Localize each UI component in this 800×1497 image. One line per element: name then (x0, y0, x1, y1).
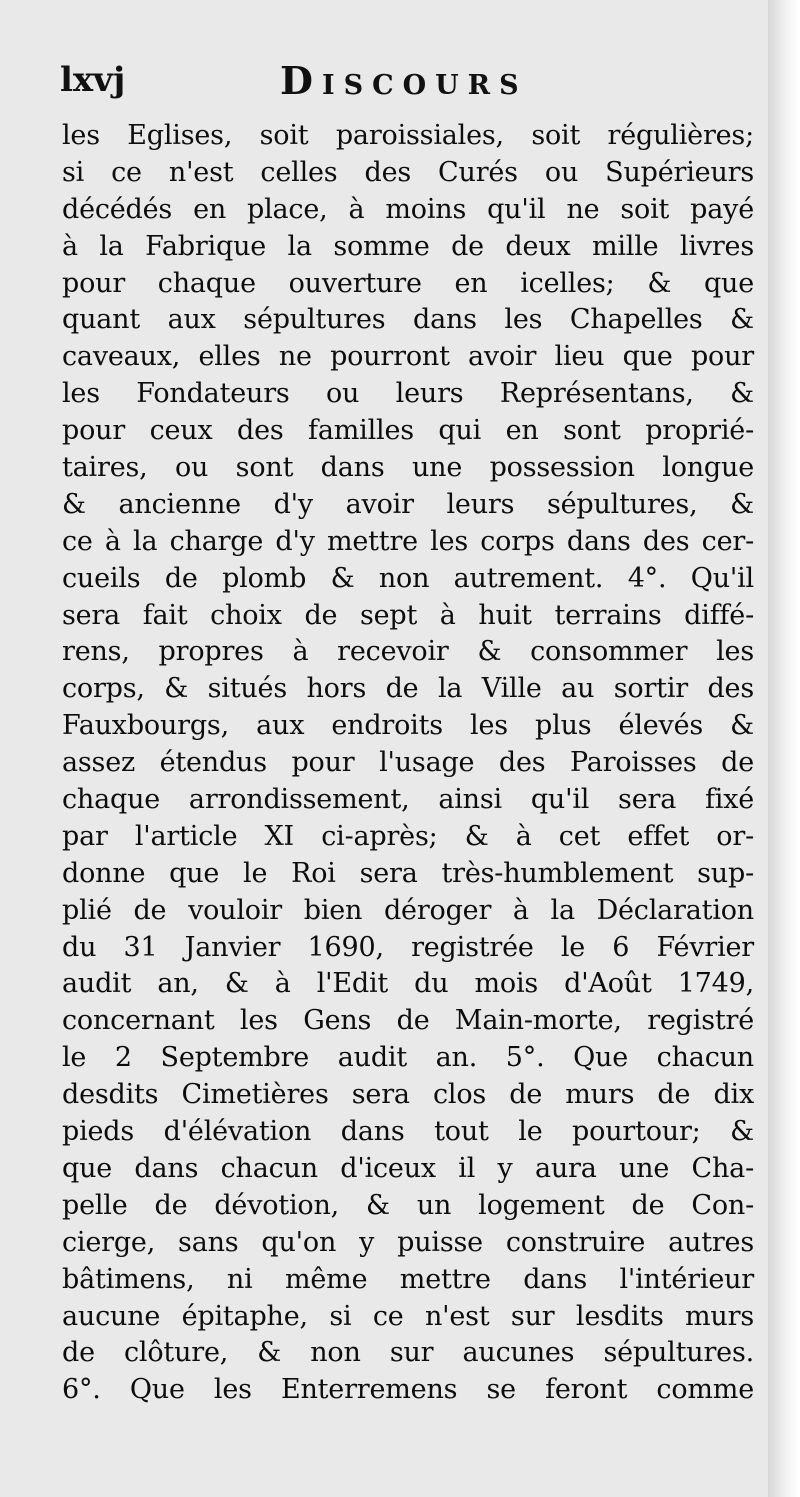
text-line: pour ceux des familles qui en sont proprié- (62, 415, 754, 447)
text-line: du 31 Janvier 1690, registrée le 6 Février (62, 931, 754, 963)
page-header (60, 58, 760, 114)
text-line: 6°. Que les Enterremens se feront comme (62, 1374, 754, 1406)
text-line: pelle de dévotion, & un logement de Con- (62, 1189, 754, 1221)
text-line: taires, ou sont dans une possession longue (62, 452, 754, 484)
text-line: par l'article XI ci-après; & à cet effet or- (62, 820, 754, 852)
page-edge-shadow (768, 0, 800, 1497)
text-line: si ce n'est celles des Curés ou Supérieurs (62, 156, 754, 188)
text-line: les Fondateurs ou leurs Représentans, & (62, 378, 754, 410)
text-line: les Eglises, soit paroissiales, soit régulières; (62, 120, 754, 151)
text-line: pieds d'élévation dans tout le pourtour; & (62, 1116, 754, 1148)
text-line: quant aux sépultures dans les Chapelles & (62, 304, 754, 336)
text-line: que dans chacun d'iceux il y aura une Cha- (62, 1152, 754, 1184)
text-line: de clôture, & non sur aucunes sépultures. (62, 1337, 754, 1369)
text-line: audit an, & à l'Edit du mois d'Août 1749, (62, 968, 754, 1000)
text-line: caveaux, elles ne pourront avoir lieu que pour (62, 341, 754, 373)
text-line: rens, propres à recevoir & consommer les (62, 636, 754, 668)
text-line: sera fait choix de sept à huit terrains diffé- (62, 599, 754, 631)
text-line: Fauxbourgs, aux endroits les plus élevés & (62, 710, 754, 742)
text-line: le 2 Septembre audit an. 5°. Que chacun (62, 1042, 754, 1074)
page-number: lxvj (60, 60, 126, 100)
text-line: cueils de plomb & non autrement. 4°. Qu'il (62, 562, 754, 594)
running-title: Discours (280, 58, 528, 103)
text-line: plié de vouloir bien déroger à la Déclaration (62, 894, 754, 926)
text-line: & ancienne d'y avoir leurs sépultures, & (62, 488, 754, 520)
text-line: ce à la charge d'y mettre les corps dans des cer- (62, 525, 754, 557)
text-line: décédés en place, à moins qu'il ne soit payé (62, 193, 754, 225)
text-line: à la Fabrique la somme de deux mille livres (62, 230, 754, 262)
text-line: desdits Cimetières sera clos de murs de dix (62, 1079, 754, 1111)
text-line: donne que le Roi sera très-humblement sup- (62, 857, 754, 889)
text-line: pour chaque ouverture en icelles; & que (62, 267, 754, 299)
text-line: chaque arrondissement, ainsi qu'il sera fixé (62, 784, 754, 816)
text-line: concernant les Gens de Main-morte, registré (62, 1005, 754, 1037)
body-text (62, 118, 754, 1409)
text-line: bâtimens, ni même mettre dans l'intérieur (62, 1263, 754, 1295)
text-line: cierge, sans qu'on y puisse construire autres (62, 1226, 754, 1258)
text-line: assez étendus pour l'usage des Paroisses de (62, 747, 754, 779)
text-line: aucune épitaphe, si ce n'est sur lesdits murs (62, 1300, 754, 1332)
text-line: corps, & situés hors de la Ville au sortir des (62, 673, 754, 705)
